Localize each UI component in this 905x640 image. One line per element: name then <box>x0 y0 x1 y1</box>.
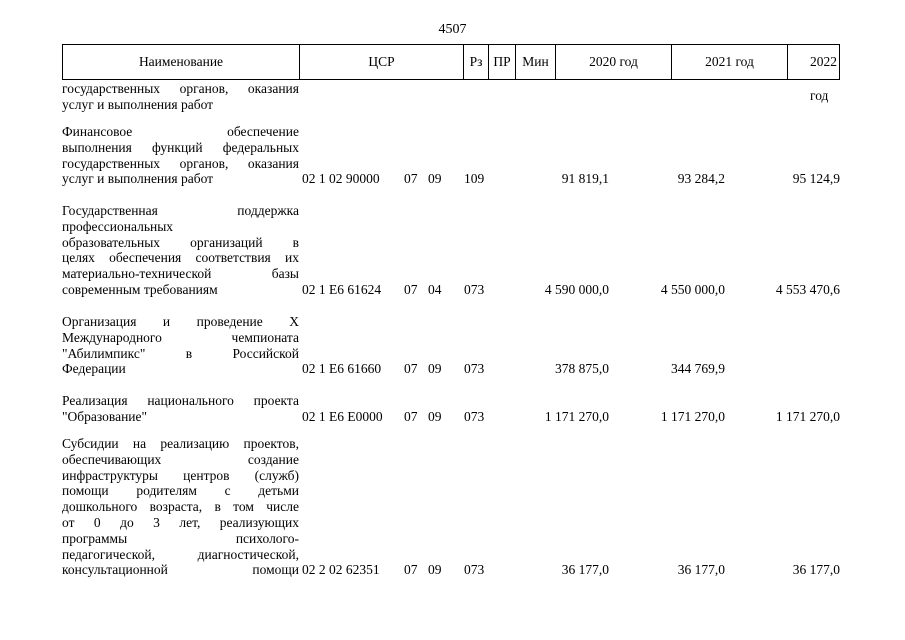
row-name-line: программы психолого- <box>62 530 299 546</box>
row-value-2022: 1 171 270,0 <box>775 408 840 424</box>
row-name-line: обеспечивающих создание <box>62 451 299 467</box>
row-name-line: Финансовое обеспечение <box>62 124 299 139</box>
row-value-2021: 1 171 270,0 <box>660 408 725 424</box>
row-name <box>62 393 299 425</box>
header-min: Мин <box>516 45 556 79</box>
row-value-2020: 36 177,0 <box>561 562 609 578</box>
row-pr: 04 <box>428 282 442 297</box>
row-name-line: от 0 до 3 лет, реализующих <box>62 514 299 530</box>
row-name-line: выполнения функций федеральных <box>62 139 299 155</box>
row-value-2020: 91 819,1 <box>561 171 609 187</box>
row-value-2020: 4 590 000,0 <box>544 282 609 297</box>
header-csr: ЦСР <box>300 45 464 79</box>
row-name-line: современным требованиям <box>62 281 218 297</box>
row-value-2020: 378 875,0 <box>555 361 609 377</box>
row-name-line: образовательных организаций в <box>62 234 299 250</box>
row-rz: 07 <box>404 171 418 187</box>
row-rz: 07 <box>404 361 418 377</box>
page-number: 4507 <box>438 22 467 37</box>
row-min: 109 <box>464 171 485 187</box>
row-csr: 02 1 02 90000 <box>302 171 380 187</box>
row-csr: 02 2 02 62351 <box>302 562 380 578</box>
row-name-line: государственных органов, оказания <box>62 81 299 96</box>
row-name <box>62 203 299 298</box>
header-2020: 2020 год <box>556 45 672 79</box>
row-rz: 07 <box>404 408 418 424</box>
row-name-line: Федерации <box>62 361 126 377</box>
row-value-2022: 95 124,9 <box>792 171 840 187</box>
row-name-line: услуг и выполнения работ <box>62 96 214 112</box>
row-name-line: материально-технической базы <box>62 266 299 282</box>
row-name-line: инфраструктуры центров (служб) <box>62 467 299 483</box>
row-pr: 09 <box>428 408 442 424</box>
row-value-2022: 4 553 470,6 <box>775 282 840 297</box>
header-pr: ПР <box>489 45 516 79</box>
row-name-line: "Абилимпикс" в Российской <box>62 345 299 361</box>
row-value-2021: 344 769,9 <box>671 361 725 377</box>
row-value-2021: 4 550 000,0 <box>660 282 725 297</box>
row-value-2020: 1 171 270,0 <box>544 408 609 424</box>
row-name-line: помощи родителям с детьми <box>62 483 299 499</box>
row-name-line: консультационной помощи <box>62 562 299 578</box>
row-name-line: услуг и выполнения работ <box>62 171 214 187</box>
row-name-line: целях обеспечения соответствия их <box>62 250 299 266</box>
row-name <box>62 436 299 578</box>
row-value-2021: 36 177,0 <box>677 562 725 578</box>
header-2022: 2022 год <box>810 54 837 103</box>
row-pr: 09 <box>428 562 442 578</box>
row-name-line: Субсидии на реализацию проектов, <box>62 436 299 451</box>
row-min: 073 <box>464 361 485 377</box>
row-csr: 02 1 E6 E0000 <box>302 408 383 424</box>
row-csr: 02 1 E6 61624 <box>302 282 382 297</box>
row-min: 073 <box>464 282 485 297</box>
row-min: 073 <box>464 562 485 578</box>
row-name-line: "Образование" <box>62 408 148 424</box>
row-name <box>62 81 299 113</box>
row-name <box>62 314 299 377</box>
row-rz: 07 <box>404 562 418 578</box>
row-value-2021: 93 284,2 <box>677 171 725 187</box>
row-name-line: Организация и проведение X <box>62 314 299 329</box>
row-min: 073 <box>464 408 485 424</box>
row-name-line: Реализация национального проекта <box>62 393 299 408</box>
row-name <box>62 124 299 187</box>
header-name: Наименование <box>63 45 300 79</box>
row-name-line: дошкольного возраста, в том числе <box>62 499 299 515</box>
row-rz: 07 <box>404 282 418 297</box>
row-name-line: Государственная поддержка <box>62 203 299 218</box>
header-rz: Рз <box>464 45 489 79</box>
row-name-line: Международного чемпионата <box>62 329 299 345</box>
row-name-line: педагогической, диагностической, <box>62 546 299 562</box>
row-pr: 09 <box>428 171 442 187</box>
header-2021: 2021 год <box>672 45 788 79</box>
row-name-line: государственных органов, оказания <box>62 155 299 171</box>
row-value-2022: 36 177,0 <box>792 562 840 578</box>
row-csr: 02 1 E6 61660 <box>302 361 382 377</box>
row-pr: 09 <box>428 361 442 377</box>
row-name-line: профессиональных <box>62 218 174 234</box>
